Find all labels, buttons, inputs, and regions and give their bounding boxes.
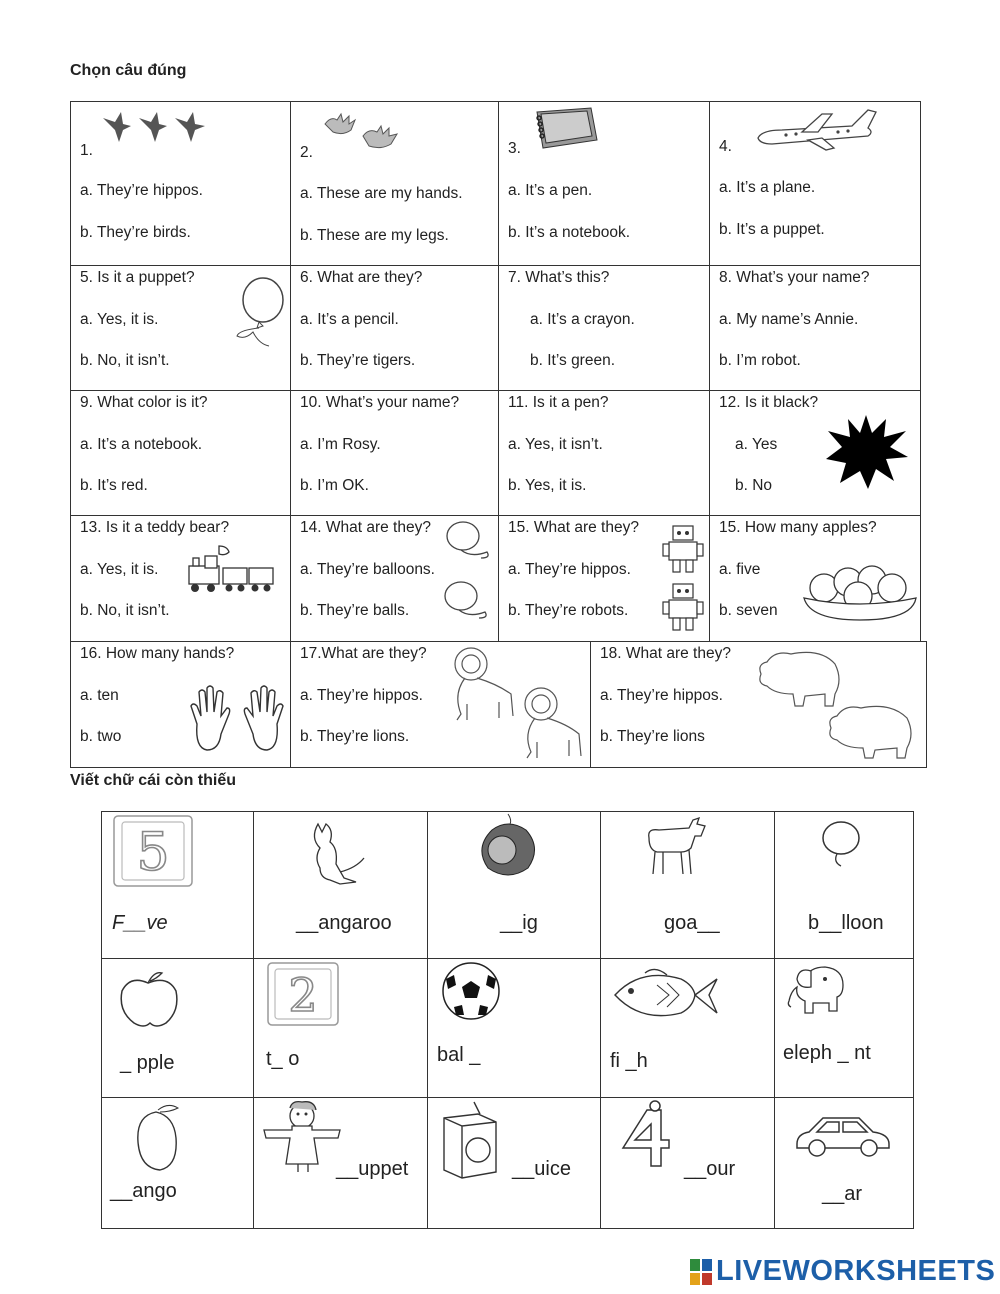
option-a[interactable]: a. ten bbox=[80, 687, 119, 704]
question-cell-7 bbox=[498, 265, 710, 391]
puppet-icon bbox=[262, 1100, 346, 1176]
option-a[interactable]: a. My name’s Annie. bbox=[719, 311, 859, 328]
option-a[interactable]: a. They’re hippos. bbox=[300, 687, 423, 704]
option-b[interactable]: b. They’re balls. bbox=[300, 602, 410, 619]
question-cell-14 bbox=[290, 515, 499, 642]
letter-cell-6 bbox=[101, 958, 254, 1098]
option-a[interactable]: a. Yes, it is. bbox=[80, 311, 159, 328]
question-label: 6. What are they? bbox=[300, 269, 423, 286]
balloons-icon bbox=[441, 518, 499, 638]
hands-outline-icon bbox=[189, 684, 285, 756]
missing-word[interactable]: bal _ bbox=[437, 1044, 481, 1066]
question-cell-3 bbox=[498, 101, 710, 266]
number-4-icon bbox=[617, 1100, 677, 1180]
section-title-missing-letters: Viết chữ cái còn thiếu bbox=[70, 772, 236, 789]
option-b[interactable]: b. These are my legs. bbox=[300, 227, 449, 244]
number-2-block-icon bbox=[266, 961, 342, 1027]
option-a[interactable]: a. It’s a pen. bbox=[508, 182, 593, 199]
apples-bowl-icon bbox=[802, 558, 918, 624]
option-b[interactable]: b. They’re robots. bbox=[508, 602, 629, 619]
question-label: 8. What’s your name? bbox=[719, 269, 870, 286]
option-a[interactable]: a. They’re hippos. bbox=[600, 687, 723, 704]
option-b[interactable]: b. Yes, it is. bbox=[508, 477, 587, 494]
option-a[interactable]: a. It’s a notebook. bbox=[80, 436, 203, 453]
train-icon bbox=[185, 544, 277, 598]
missing-word[interactable]: __ar bbox=[822, 1183, 863, 1205]
option-b[interactable]: b. It’s green. bbox=[530, 352, 616, 369]
logo-mark-icon bbox=[690, 1259, 712, 1285]
option-b[interactable]: b. I’m robot. bbox=[719, 352, 801, 369]
missing-word[interactable]: eleph _ nt bbox=[783, 1042, 871, 1064]
soccer-ball-icon bbox=[434, 961, 508, 1021]
missing-word[interactable]: __uppet bbox=[336, 1158, 409, 1180]
balloon-icon bbox=[229, 274, 287, 354]
question-label: 13. Is it a teddy bear? bbox=[80, 519, 230, 536]
option-b[interactable]: b. No, it isn’t. bbox=[80, 602, 170, 619]
missing-word[interactable]: fi _h bbox=[610, 1050, 648, 1072]
number-5-block-icon bbox=[112, 814, 196, 888]
letter-cell-10 bbox=[774, 958, 914, 1098]
fig-icon bbox=[472, 812, 544, 878]
question-label: 11. Is it a pen? bbox=[508, 394, 609, 411]
kangaroo-icon bbox=[304, 818, 368, 888]
question-cell-6 bbox=[290, 265, 499, 391]
option-a[interactable]: a. I’m Rosy. bbox=[300, 436, 381, 453]
option-a[interactable]: a. It’s a plane. bbox=[719, 179, 816, 196]
question-cell-1 bbox=[70, 101, 291, 266]
question-cell-12 bbox=[709, 390, 921, 516]
balloon-icon bbox=[819, 820, 865, 870]
juice-box-icon bbox=[438, 1100, 502, 1180]
letter-cell-2 bbox=[253, 811, 428, 959]
liveworksheets-logo bbox=[690, 1255, 995, 1288]
letter-cell-7 bbox=[253, 958, 428, 1098]
option-b[interactable]: b. They’re birds. bbox=[80, 224, 191, 241]
option-b[interactable]: b. They’re lions bbox=[600, 728, 705, 745]
question-label: 15. How many apples? bbox=[719, 519, 877, 536]
plane-icon bbox=[752, 104, 882, 152]
question-cell-2 bbox=[290, 101, 499, 266]
missing-word[interactable]: __ig bbox=[500, 912, 538, 934]
question-label: 16. How many hands? bbox=[80, 645, 235, 662]
question-label: 7. What’s this? bbox=[508, 269, 610, 286]
option-b[interactable]: b. I’m OK. bbox=[300, 477, 369, 494]
question-cell-17 bbox=[70, 641, 291, 768]
black-star-icon bbox=[824, 413, 908, 489]
letter-cell-8 bbox=[427, 958, 601, 1098]
question-label: 9. What color is it? bbox=[80, 394, 208, 411]
option-b[interactable]: b. They’re tigers. bbox=[300, 352, 416, 369]
section-title-choose: Chọn câu đúng bbox=[70, 62, 187, 79]
question-cell-13 bbox=[70, 515, 291, 642]
birds-icon bbox=[101, 108, 211, 148]
letter-cell-9 bbox=[600, 958, 775, 1098]
option-b[interactable]: b. No, it isn’t. bbox=[80, 352, 170, 369]
question-cell-10 bbox=[290, 390, 499, 516]
question-cell-16 bbox=[709, 515, 921, 642]
question-cell-9 bbox=[70, 390, 291, 516]
missing-word[interactable]: goa__ bbox=[664, 912, 720, 934]
question-cell-5 bbox=[70, 265, 291, 391]
option-b[interactable]: b. seven bbox=[719, 602, 778, 619]
question-label: 2. bbox=[300, 144, 313, 161]
robots-icon bbox=[659, 520, 707, 638]
question-cell-18 bbox=[290, 641, 591, 768]
letter-cell-13 bbox=[427, 1097, 601, 1229]
question-label: 12. Is it black? bbox=[719, 394, 819, 411]
letter-cell-5 bbox=[774, 811, 914, 959]
elephant-icon bbox=[785, 961, 849, 1019]
option-b[interactable]: b. It’s a notebook. bbox=[508, 224, 631, 241]
letter-cell-11 bbox=[101, 1097, 254, 1229]
option-b[interactable]: b. It’s red. bbox=[80, 477, 148, 494]
option-a[interactable]: a. It’s a pencil. bbox=[300, 311, 399, 328]
missing-word[interactable]: __ango bbox=[110, 1180, 177, 1202]
question-label: 18. What are they? bbox=[600, 645, 731, 662]
missing-word[interactable]: _ pple bbox=[120, 1052, 175, 1074]
question-label: 15. What are they? bbox=[508, 519, 639, 536]
missing-word[interactable]: __our bbox=[684, 1158, 736, 1180]
letter-cell-4 bbox=[600, 811, 775, 959]
question-label: 10. What’s your name? bbox=[300, 394, 460, 411]
mango-icon bbox=[132, 1102, 182, 1174]
option-a[interactable]: a. Yes bbox=[735, 436, 778, 453]
option-b[interactable]: b. two bbox=[80, 728, 122, 745]
missing-word[interactable]: F__ve bbox=[112, 912, 168, 934]
fish-icon bbox=[611, 965, 721, 1023]
option-a[interactable]: a. It’s a crayon. bbox=[530, 311, 635, 328]
option-a[interactable]: a. They’re hippos. bbox=[508, 561, 631, 578]
question-cell-4 bbox=[709, 101, 921, 266]
hands-icon bbox=[321, 110, 401, 152]
question-cell-11 bbox=[498, 390, 710, 516]
option-a[interactable]: a. five bbox=[719, 561, 761, 578]
question-cell-8 bbox=[709, 265, 921, 391]
question-cell-15 bbox=[498, 515, 710, 642]
missing-word[interactable]: t_ o bbox=[266, 1048, 300, 1070]
apple-icon bbox=[116, 967, 182, 1029]
letter-cell-12 bbox=[253, 1097, 428, 1229]
svg-text:2: 2 bbox=[288, 968, 318, 1022]
question-label: 14. What are they? bbox=[300, 519, 431, 536]
missing-word[interactable]: b__lloon bbox=[808, 912, 884, 934]
lions-icon bbox=[437, 644, 589, 762]
letter-cell-3 bbox=[427, 811, 601, 959]
hippos-icon bbox=[751, 644, 923, 764]
option-b[interactable]: b. It’s a puppet. bbox=[719, 221, 825, 238]
car-icon bbox=[793, 1110, 893, 1160]
letter-cell-14 bbox=[600, 1097, 775, 1229]
notebook-icon bbox=[531, 106, 601, 152]
option-a[interactable]: a. They’re balloons. bbox=[300, 561, 435, 578]
question-label: 4. bbox=[719, 138, 732, 155]
option-a[interactable]: a. Yes, it isn’t. bbox=[508, 436, 603, 453]
option-a[interactable]: a. These are my hands. bbox=[300, 185, 463, 202]
question-label: 17.What are they? bbox=[300, 645, 427, 662]
missing-word[interactable]: __uice bbox=[512, 1158, 571, 1180]
letter-cell-15 bbox=[774, 1097, 914, 1229]
question-label: 5. Is it a puppet? bbox=[80, 269, 195, 286]
option-a[interactable]: a. Yes, it is. bbox=[80, 561, 159, 578]
missing-word[interactable]: __angaroo bbox=[296, 912, 392, 934]
option-b[interactable]: b. They’re lions. bbox=[300, 728, 410, 745]
goat-icon bbox=[637, 814, 713, 880]
question-cell-19 bbox=[590, 641, 927, 768]
question-label: 3. bbox=[508, 140, 521, 157]
logo-text: LIVEWORKSHEETS bbox=[716, 1255, 996, 1287]
question-label: 1. bbox=[80, 142, 93, 159]
option-b[interactable]: b. No bbox=[735, 477, 773, 494]
option-a[interactable]: a. They’re hippos. bbox=[80, 182, 203, 199]
letter-cell-1 bbox=[101, 811, 254, 959]
svg-text:5: 5 bbox=[136, 823, 170, 883]
